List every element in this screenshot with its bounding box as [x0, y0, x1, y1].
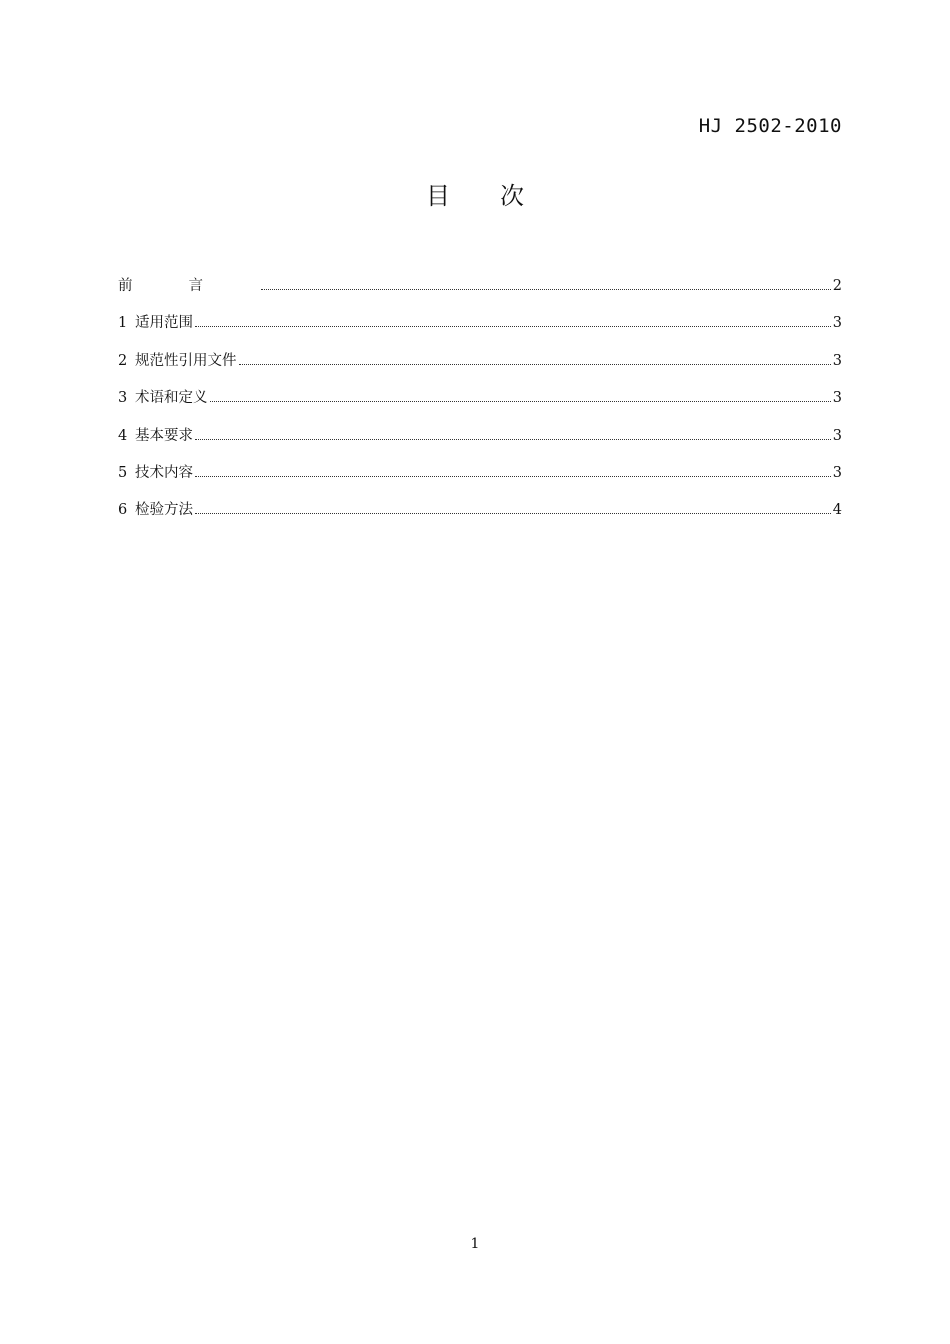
toc-entry-page: 3	[832, 464, 842, 481]
toc-entry-text: 规范性引用文件	[135, 352, 237, 369]
toc-entry-page: 3	[832, 315, 842, 332]
toc-entry-test-methods[interactable]	[118, 500, 842, 537]
toc-entry-text: 术语和定义	[135, 390, 208, 407]
toc-leader-dots	[210, 401, 831, 402]
toc-leader-dots	[261, 289, 831, 290]
toc-entry-normative-references[interactable]	[118, 351, 842, 388]
document-code: HJ 2502-2010	[698, 115, 842, 137]
toc-entry-terms-definitions[interactable]	[118, 388, 842, 425]
toc-entry-number: 1	[118, 315, 128, 332]
toc-entry-text: 技术内容	[135, 464, 193, 481]
toc-entry-text: 适用范围	[135, 315, 193, 332]
toc-entry-number: 2	[118, 352, 128, 369]
toc-entry-page: 2	[832, 278, 842, 294]
table-of-contents	[118, 276, 842, 538]
toc-entry-scope[interactable]	[118, 313, 842, 350]
toc-leader-dots	[239, 364, 831, 365]
toc-title: 目次	[426, 182, 574, 210]
page-number: 1	[470, 1236, 480, 1252]
toc-entry-foreword[interactable]	[118, 276, 842, 313]
toc-entry-text: 基本要求	[135, 427, 193, 444]
toc-entry-number: 4	[118, 427, 128, 444]
toc-entry-number: 6	[118, 502, 128, 519]
toc-leader-dots	[195, 513, 831, 514]
toc-leader-dots	[195, 476, 831, 477]
toc-entry-text: 检验方法	[135, 502, 193, 519]
toc-entry-page: 3	[832, 352, 842, 369]
toc-entry-page: 3	[832, 427, 842, 444]
toc-entry-page: 4	[832, 502, 842, 519]
toc-leader-dots	[195, 326, 831, 327]
toc-entry-technical-content[interactable]	[118, 463, 842, 500]
toc-entry-text: 前言	[118, 278, 259, 294]
toc-entry-number: 5	[118, 464, 128, 481]
toc-entry-number: 3	[118, 390, 128, 407]
toc-entry-basic-requirements[interactable]	[118, 426, 842, 463]
toc-entry-page: 3	[832, 390, 842, 407]
toc-leader-dots	[195, 439, 831, 440]
